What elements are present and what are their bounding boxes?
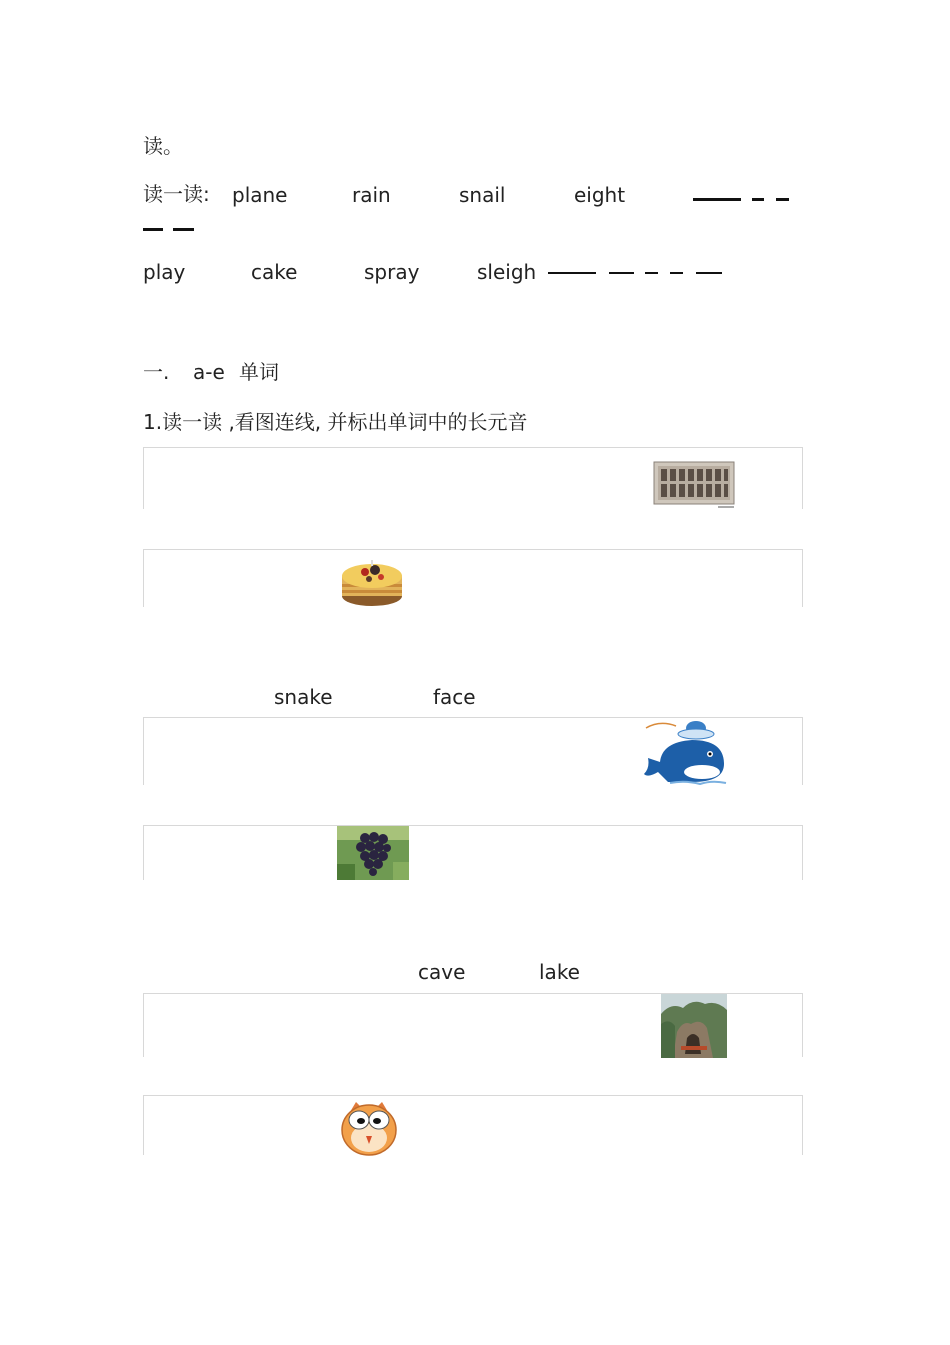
blank-line <box>693 198 741 201</box>
blank-line <box>752 198 764 201</box>
blank-line <box>609 272 634 274</box>
picture-frame <box>143 1095 803 1155</box>
cave-image <box>661 994 727 1062</box>
word-spray: spray <box>364 260 420 284</box>
word-play: play <box>143 260 186 284</box>
word-rain: rain <box>352 183 391 207</box>
word-snake: snake <box>274 685 333 709</box>
reading-label: 读一读: <box>143 182 210 206</box>
page-title: 读。 <box>143 134 183 158</box>
section-number: 一. <box>143 360 170 384</box>
blank-line <box>143 228 163 231</box>
blank-line <box>548 272 596 274</box>
blank-line <box>173 228 194 231</box>
word-sleigh: sleigh <box>477 260 537 284</box>
word-cave: cave <box>418 960 466 984</box>
word-face: face <box>433 685 476 709</box>
owl-face-image <box>338 1098 400 1162</box>
building-image <box>652 460 736 514</box>
blank-line <box>776 198 789 201</box>
grapes-image <box>337 826 409 884</box>
word-snail: snail <box>459 183 506 207</box>
picture-frame <box>143 825 803 880</box>
cake-image <box>337 550 407 614</box>
blank-line <box>696 272 722 274</box>
section-label: 单词 <box>239 360 279 384</box>
exercise-instruction: 1.读一读 ,看图连线, 并标出单词中的长元音 <box>143 410 528 434</box>
word-cake: cake <box>251 260 298 284</box>
section-name: a-e <box>193 360 225 384</box>
blank-line <box>670 272 683 274</box>
picture-frame <box>143 549 803 607</box>
whale-image <box>640 716 730 790</box>
word-lake: lake <box>539 960 580 984</box>
word-eight: eight <box>574 183 626 207</box>
word-plane: plane <box>232 183 288 207</box>
blank-line <box>645 272 658 274</box>
